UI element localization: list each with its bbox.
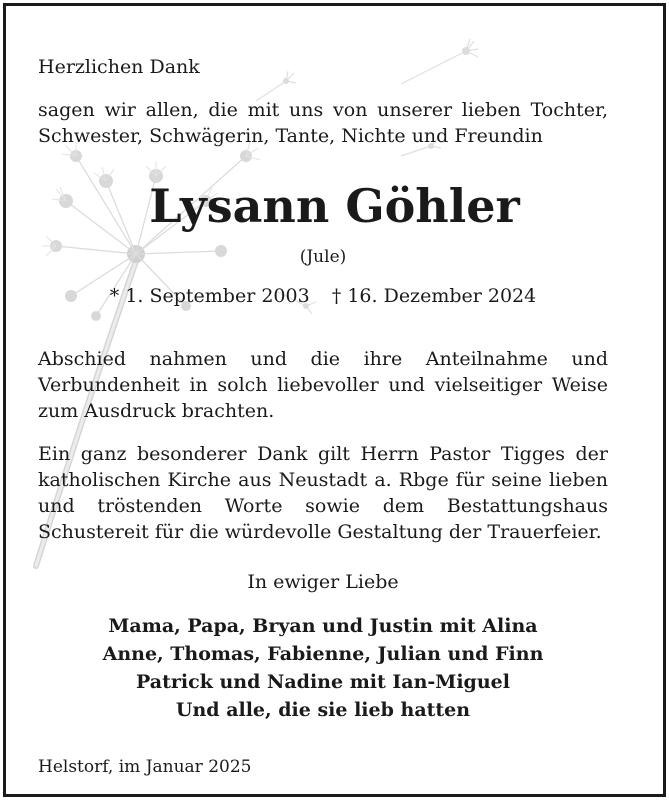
signatory-line: Und alle, die sie lieb hatten xyxy=(175,699,471,721)
greeting: Herzlichen Dank xyxy=(38,56,200,78)
birth-date: 1. September 2003 xyxy=(125,285,310,307)
signatory-line: Anne, Thomas, Fabienne, Julian und Finn xyxy=(102,643,544,665)
birth-symbol: * xyxy=(109,285,120,307)
body-paragraph-2: Ein ganz besonderer Dank gilt Herrn Pastor Tigges der katholischen Kirche aus Neustadt a. Rbge für seine lieben und tröstenden Worte sowie dem Bestattungshaus Schustereit für die würdevolle Gestaltung der Trauerfeier. xyxy=(38,443,608,543)
deceased-name: Lysann Göhler xyxy=(149,179,520,233)
closing-phrase: In ewiger Liebe xyxy=(247,571,399,593)
death-symbol: † xyxy=(331,285,342,307)
death-date: 16. Dezember 2024 xyxy=(347,285,537,307)
obituary-notice xyxy=(3,3,666,797)
signatory-line: Patrick und Nadine mit Ian-Miguel xyxy=(136,671,510,693)
body-paragraph-1: Abschied nahmen und die ihre Anteilnahme und Verbundenheit in solch liebevoller und vielseitiger Weise zum Ausdruck brachten. xyxy=(38,348,608,422)
life-dates xyxy=(38,283,608,309)
nickname: (Jule) xyxy=(299,247,347,267)
signatories xyxy=(38,612,608,724)
place-date: Helstorf, im Januar 2025 xyxy=(38,757,252,777)
intro-text: sagen wir allen, die mit uns von unserer lieben Tochter, Schwester, Schwägerin, Tante, Nichte und Freundin xyxy=(38,99,608,147)
signatory-line: Mama, Papa, Bryan und Justin mit Alina xyxy=(108,615,538,637)
